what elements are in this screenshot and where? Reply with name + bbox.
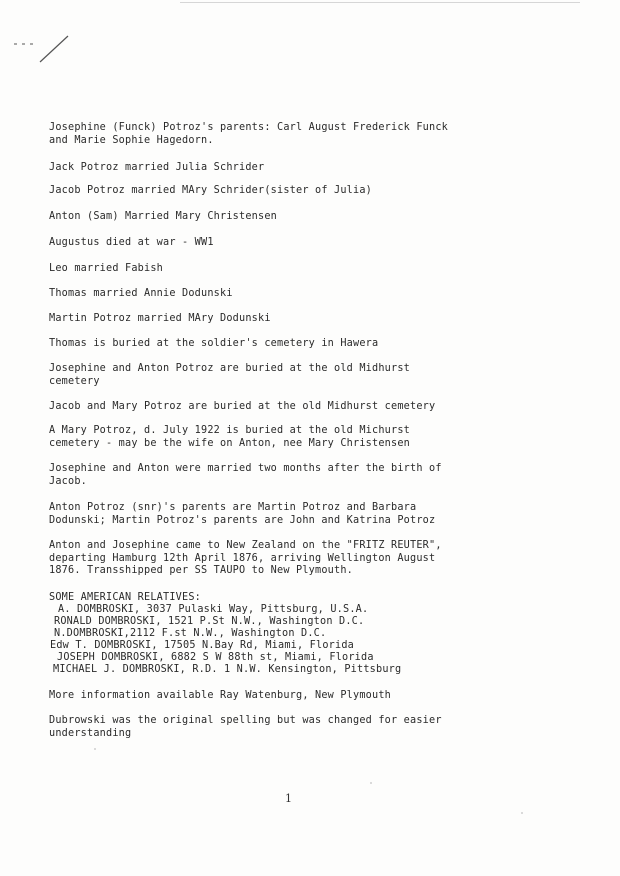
- paragraph-spelling: Dubrowski was the original spelling but was changed for easier understanding: [49, 715, 442, 739]
- relatives-heading: SOME AMERICAN RELATIVES:: [49, 592, 202, 603]
- paragraph-parents: Josephine (Funck) Potroz's parents: Carl August Frederick Funck and Marie Sophie Hagedorn.: [49, 122, 449, 146]
- list-item: Edw T. DOMBROSKI, 17505 N.Bay Rd, Miami, Florida: [50, 640, 355, 651]
- paragraph-more-info: More information available Ray Watenburg, New Plymouth: [49, 690, 392, 701]
- paragraph-jacob-buried: Jacob and Mary Potroz are buried at the old Midhurst cemetery: [49, 401, 436, 412]
- paragraph-thomas: Thomas married Annie Dodunski: [49, 288, 233, 299]
- top-edge-line: [180, 2, 580, 3]
- paper-speck: [94, 748, 96, 750]
- paragraph-thomas-buried: Thomas is buried at the soldier's cemetery in Hawera: [49, 338, 379, 349]
- paragraph-augustus: Augustus died at war - WW1: [49, 237, 214, 248]
- page-number: 1: [285, 792, 292, 805]
- paragraph-anton-parents: Anton Potroz (snr)'s parents are Martin Potroz and Barbara Dodunski; Martin Potroz's parents are John and Katrina Potroz: [49, 502, 436, 526]
- paragraph-jack: Jack Potroz married Julia Schrider: [49, 162, 265, 173]
- paper-speck: [370, 782, 372, 784]
- list-item: N.DOMBROSKI,2112 F.st N.W., Washington D.C.: [54, 628, 327, 639]
- paragraph-mary-potroz: A Mary Potroz, d. July 1922 is buried at the old Michurst cemetery - may be the wife on Anton, nee Mary Christensen: [49, 425, 411, 449]
- list-item: JOSEPH DOMBROSKI, 6882 S W 88th st, Miami, Florida: [57, 652, 374, 663]
- paper-speck: [521, 812, 523, 814]
- pen-mark-icon: [14, 30, 74, 70]
- paragraph-jacob: Jacob Potroz married MAry Schrider(sister of Julia): [49, 185, 373, 196]
- paragraph-martin: Martin Potroz married MAry Dodunski: [49, 313, 271, 324]
- paragraph-anton: Anton (Sam) Married Mary Christensen: [49, 211, 278, 222]
- list-item: A. DOMBROSKI, 3037 Pulaski Way, Pittsburg, U.S.A.: [58, 604, 369, 615]
- paragraph-leo: Leo married Fabish: [49, 263, 164, 274]
- paragraph-marriage: Josephine and Anton were married two months after the birth of Jacob.: [49, 463, 442, 487]
- paragraph-josephine-buried: Josephine and Anton Potroz are buried at the old Midhurst cemetery: [49, 363, 411, 387]
- list-item: MICHAEL J. DOMBROSKI, R.D. 1 N.W. Kensington, Pittsburg: [53, 664, 402, 675]
- paragraph-voyage: Anton and Josephine came to New Zealand on the "FRITZ REUTER", departing Hamburg 12th April 1876, arriving Wellington August 1876. Transshipped per SS TAUPO to New Plymouth.: [49, 540, 442, 577]
- list-item: RONALD DOMBROSKI, 1521 P.St N.W., Washington D.C.: [54, 616, 365, 627]
